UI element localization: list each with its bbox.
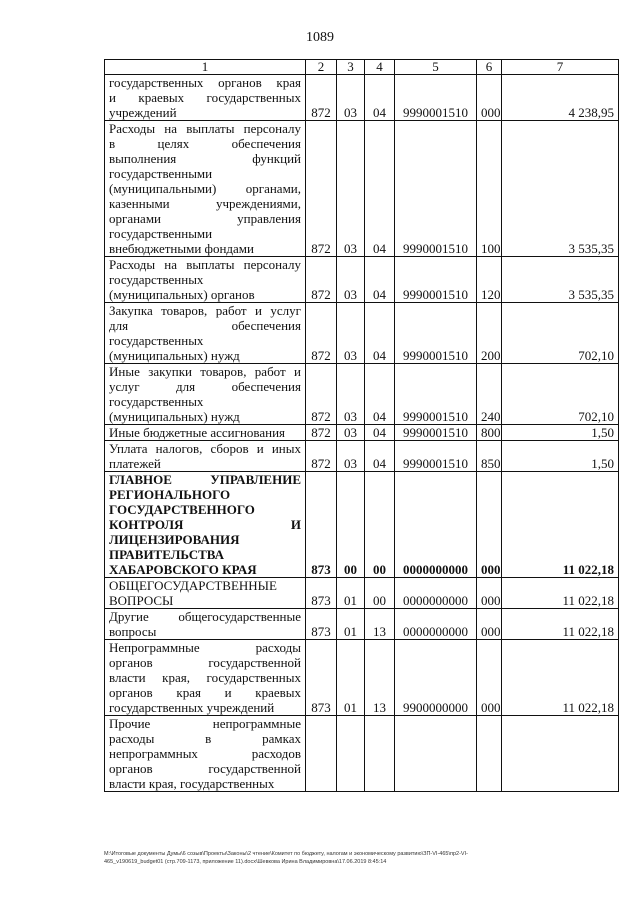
footer-line: 465_v190619_budget01 (стр.709-1173, приложение 11).docx\Шевкова Ирина Владимировна\17.06.2019 8:45:14 xyxy=(104,859,387,865)
amount: 11 022,18 xyxy=(502,472,619,578)
description-line: услуг для обеспечения xyxy=(109,379,301,394)
ministry-code: 872 xyxy=(306,75,337,121)
expense-type-code: 000 xyxy=(477,640,502,716)
subsection-code: 04 xyxy=(365,441,395,472)
section-code: 01 xyxy=(337,578,365,609)
description-line: ОБЩЕГОСУДАРСТВЕННЫЕ xyxy=(109,578,277,593)
expense-description xyxy=(105,303,306,364)
description-line: в целях обеспечения xyxy=(109,136,301,151)
description-line: (муниципальных) нужд xyxy=(109,409,240,424)
target-article-code: 9990001510 xyxy=(395,303,477,364)
description-line: непрограммных расходов xyxy=(109,746,301,761)
expense-type-code: 000 xyxy=(477,609,502,640)
amount: 11 022,18 xyxy=(502,578,619,609)
section-code: 03 xyxy=(337,257,365,303)
subsection-code: 13 xyxy=(365,609,395,640)
description-line: для обеспечения xyxy=(109,318,301,333)
description-line: Непрограммные расходы xyxy=(109,640,301,655)
expense-description xyxy=(105,257,306,303)
table-row xyxy=(105,364,619,425)
description-line: Закупка товаров, работ и услуг xyxy=(109,303,301,318)
document-path-footer xyxy=(104,850,622,866)
table-row xyxy=(105,578,619,609)
target-article-code: 0000000000 xyxy=(395,472,477,578)
description-line: платежей xyxy=(109,456,161,471)
description-line: (муниципальных) нужд xyxy=(109,348,240,363)
description-line: органов государственной xyxy=(109,761,301,776)
amount xyxy=(502,716,619,792)
table-row xyxy=(105,472,619,578)
expense-type-code: 240 xyxy=(477,364,502,425)
subsection-code xyxy=(365,716,395,792)
description-line: власти края, государственных xyxy=(109,776,275,791)
description-line: Расходы на выплаты персоналу xyxy=(109,121,301,136)
expense-description xyxy=(105,364,306,425)
expense-type-code: 850 xyxy=(477,441,502,472)
table-row xyxy=(105,640,619,716)
ministry-code xyxy=(306,716,337,792)
column-header: 7 xyxy=(502,60,619,75)
section-code xyxy=(337,716,365,792)
description-line: государственных учреждений xyxy=(109,700,275,715)
expense-description xyxy=(105,578,306,609)
description-line: (муниципальными) органами, xyxy=(109,181,301,196)
target-article-code: 9990001510 xyxy=(395,364,477,425)
column-header: 4 xyxy=(365,60,395,75)
description-line: Расходы на выплаты персоналу xyxy=(109,257,301,272)
table-row xyxy=(105,441,619,472)
description-line: Прочие непрограммные xyxy=(109,716,301,731)
description-line: органов государственной xyxy=(109,655,301,670)
description-line: государственных xyxy=(109,272,204,287)
ministry-code: 873 xyxy=(306,609,337,640)
expense-description xyxy=(105,121,306,257)
expense-description xyxy=(105,441,306,472)
table-header-row xyxy=(105,60,619,75)
description-line: ГЛАВНОЕ УПРАВЛЕНИЕ xyxy=(109,472,301,487)
subsection-code: 04 xyxy=(365,364,395,425)
table-row xyxy=(105,257,619,303)
page-number: 1089 xyxy=(306,30,334,45)
expense-type-code: 000 xyxy=(477,75,502,121)
section-code: 03 xyxy=(337,441,365,472)
expense-type-code: 800 xyxy=(477,425,502,441)
expense-type-code: 200 xyxy=(477,303,502,364)
expense-description xyxy=(105,472,306,578)
description-line: (муниципальных) органов xyxy=(109,287,255,302)
target-article-code: 9990001510 xyxy=(395,121,477,257)
column-header: 3 xyxy=(337,60,365,75)
ministry-code: 873 xyxy=(306,472,337,578)
description-line: РЕГИОНАЛЬНОГО xyxy=(109,487,231,502)
expense-type-code: 000 xyxy=(477,472,502,578)
table-row xyxy=(105,75,619,121)
target-article-code: 9990001510 xyxy=(395,441,477,472)
table-row xyxy=(105,716,619,792)
ministry-code: 872 xyxy=(306,121,337,257)
amount: 702,10 xyxy=(502,303,619,364)
expense-description xyxy=(105,716,306,792)
budget-table xyxy=(104,59,619,792)
subsection-code: 04 xyxy=(365,257,395,303)
subsection-code: 04 xyxy=(365,303,395,364)
footer-line: M:\Итоговые документы Думы\6 созыв\Проекты\Законы\2 чтение\Комитет по бюджету, налогам и экономическому развитию\ЗП-VI-465\пр2-VI- xyxy=(104,851,468,857)
amount: 3 535,35 xyxy=(502,257,619,303)
description-line: государственных органов края xyxy=(109,75,301,90)
section-code: 01 xyxy=(337,640,365,716)
table-row xyxy=(105,425,619,441)
target-article-code: 9990001510 xyxy=(395,75,477,121)
description-line: казенными учреждениями, xyxy=(109,196,301,211)
expense-type-code: 120 xyxy=(477,257,502,303)
subsection-code: 04 xyxy=(365,121,395,257)
description-line: ХАБАРОВСКОГО КРАЯ xyxy=(109,562,257,577)
table-row xyxy=(105,303,619,364)
amount: 702,10 xyxy=(502,364,619,425)
description-line: ГОСУДАРСТВЕННОГО xyxy=(109,502,255,517)
column-header: 2 xyxy=(306,60,337,75)
section-code: 01 xyxy=(337,609,365,640)
description-line: государственных xyxy=(109,333,204,348)
expense-type-code xyxy=(477,716,502,792)
expense-description xyxy=(105,425,306,441)
subsection-code: 00 xyxy=(365,578,395,609)
description-line: вопросы xyxy=(109,624,157,639)
subsection-code: 04 xyxy=(365,425,395,441)
description-line: государственных xyxy=(109,394,204,409)
table-row xyxy=(105,121,619,257)
subsection-code: 04 xyxy=(365,75,395,121)
ministry-code: 873 xyxy=(306,640,337,716)
ministry-code: 872 xyxy=(306,303,337,364)
amount: 4 238,95 xyxy=(502,75,619,121)
column-header: 1 xyxy=(105,60,306,75)
table-row xyxy=(105,609,619,640)
amount: 11 022,18 xyxy=(502,609,619,640)
description-line: внебюджетными фондами xyxy=(109,241,254,256)
subsection-code: 00 xyxy=(365,472,395,578)
ministry-code: 872 xyxy=(306,425,337,441)
description-line: учреждений xyxy=(109,105,177,120)
section-code: 03 xyxy=(337,121,365,257)
description-line: Уплата налогов, сборов и иных xyxy=(109,441,301,456)
expense-description xyxy=(105,640,306,716)
expense-description xyxy=(105,609,306,640)
expense-type-code: 100 xyxy=(477,121,502,257)
description-line: ПРАВИТЕЛЬСТВА xyxy=(109,547,224,562)
description-line: Иные бюджетные ассигнования xyxy=(109,425,286,440)
section-code: 03 xyxy=(337,364,365,425)
ministry-code: 872 xyxy=(306,364,337,425)
description-line: органами управления xyxy=(109,211,301,226)
subsection-code: 13 xyxy=(365,640,395,716)
description-line: расходы в рамках xyxy=(109,731,301,746)
description-line: КОНТРОЛЯ И xyxy=(109,517,301,532)
amount: 1,50 xyxy=(502,441,619,472)
description-line: Другие общегосударственные xyxy=(109,609,301,624)
amount: 3 535,35 xyxy=(502,121,619,257)
expense-description xyxy=(105,75,306,121)
section-code: 03 xyxy=(337,75,365,121)
description-line: государственными xyxy=(109,166,213,181)
section-code: 03 xyxy=(337,303,365,364)
target-article-code: 9990001510 xyxy=(395,425,477,441)
description-line: ЛИЦЕНЗИРОВАНИЯ xyxy=(109,532,240,547)
description-line: и краевых государственных xyxy=(109,90,301,105)
description-line: Иные закупки товаров, работ и xyxy=(109,364,301,379)
amount: 11 022,18 xyxy=(502,640,619,716)
expense-type-code: 000 xyxy=(477,578,502,609)
target-article-code: 9990001510 xyxy=(395,257,477,303)
target-article-code xyxy=(395,716,477,792)
target-article-code: 0000000000 xyxy=(395,578,477,609)
description-line: государственными xyxy=(109,226,213,241)
section-code: 03 xyxy=(337,425,365,441)
column-header: 5 xyxy=(395,60,477,75)
section-code: 00 xyxy=(337,472,365,578)
description-line: органов края и краевых xyxy=(109,685,301,700)
target-article-code: 9900000000 xyxy=(395,640,477,716)
ministry-code: 873 xyxy=(306,578,337,609)
ministry-code: 872 xyxy=(306,257,337,303)
description-line: ВОПРОСЫ xyxy=(109,593,174,608)
column-header: 6 xyxy=(477,60,502,75)
amount: 1,50 xyxy=(502,425,619,441)
ministry-code: 872 xyxy=(306,441,337,472)
target-article-code: 0000000000 xyxy=(395,609,477,640)
description-line: власти края, государственных xyxy=(109,670,301,685)
description-line: выполнения функций xyxy=(109,151,301,166)
